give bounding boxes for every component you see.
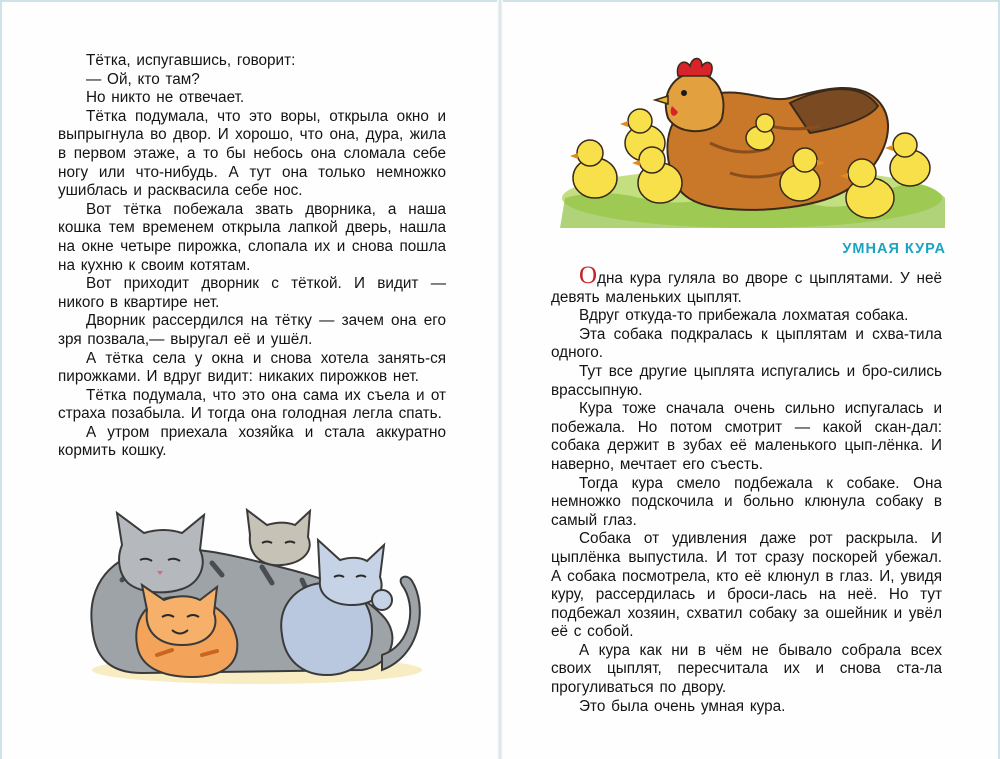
paragraph: Но никто не отвечает. xyxy=(86,89,245,107)
paragraph: Эта собака подкралась к цыплятам и схва-тила одного. xyxy=(551,325,942,362)
cats-illustration xyxy=(82,505,427,687)
book-gutter xyxy=(497,0,503,759)
paragraph: А кура как ни в чём не бывало собрала всех своих цыплят, пересчитала их и снова ста-ла прогуливаться по двору. xyxy=(551,641,942,697)
paragraph: Собака от удивления даже рот раскрыла. И цыплёнка выпустила. И тот сразу поскорей убежал. А собака посмотрела, кто её клюнул в глаз. И, увидя куру, рассердилась и броси-лась на неё. Но тут подбежал хозяин, схватил собаку за ошейник и увёл её с собой. xyxy=(551,530,942,641)
paragraph: Кура тоже сначала очень сильно испугалась и побежала. Но потом смотрит — какой скан-дал: собака держит в зубах её маленького цып-лёнка. И наверно, мечтает его съесть. xyxy=(551,400,942,473)
paragraph xyxy=(551,262,942,307)
drop-cap: О xyxy=(579,262,598,289)
paragraph: Вот тётка побежала звать дворника, а наша кошка тем временем открыла лапкой дверь, нашла на окне четыре пирожка, слопала их и снова пошла на кухню к своим котятам. xyxy=(58,200,446,274)
paragraph: А утром приехала хозяйка и стала аккуратно кормить кошку. xyxy=(58,423,446,460)
story-title: УМНАЯ КУРА xyxy=(842,241,946,257)
page-border xyxy=(0,0,2,759)
paragraph: Это была очень умная кура. xyxy=(579,697,786,715)
paragraph: А тётка села у окна и снова хотела занять-ся пирожками. И вдруг видит: никаких пирожков нет. xyxy=(58,349,446,386)
hen-with-chicks-illustration xyxy=(560,48,945,228)
paragraph: Тётка подумала, что это она сама их съела и от страха позабыла. И тогда она голодная легла спать. xyxy=(58,386,446,423)
paragraph: Тётка подумала, что это воры, открыла окно и выпрыгнула во двор. И хорошо, что она, дура, жила в первом этаже, а то бы небось она сломала себе ногу или что-нибудь. А тут она только немножко ушиблась и расквасила себе нос. xyxy=(58,107,446,200)
left-page-text xyxy=(58,52,446,461)
paragraph: Тут все другие цыплята испугались и бро-сились врассыпную. xyxy=(551,362,942,399)
paragraph: Вдруг откуда-то прибежала лохматая собака. xyxy=(579,307,909,325)
paragraph: Вот приходит дворник с тёткой. И видит — никого в квартире нет. xyxy=(58,275,446,311)
paragraph: Дворник рассердился на тётку — зачем она его зря позвала,— выругал её и ушёл. xyxy=(58,312,446,348)
paragraph: — Ой, кто там? xyxy=(86,70,200,88)
right-page-text xyxy=(551,262,942,716)
paragraph: Тогда кура смело подбежала к собаке. Она немножко подскочила и больно клюнула собаку в самый глаз. xyxy=(551,474,942,529)
paragraph: Тётка, испугавшись, говорит: xyxy=(86,52,296,69)
paragraph-text: дна кура гуляла во дворе с цыплятами. У неё девять маленьких цыплят. xyxy=(551,270,942,306)
